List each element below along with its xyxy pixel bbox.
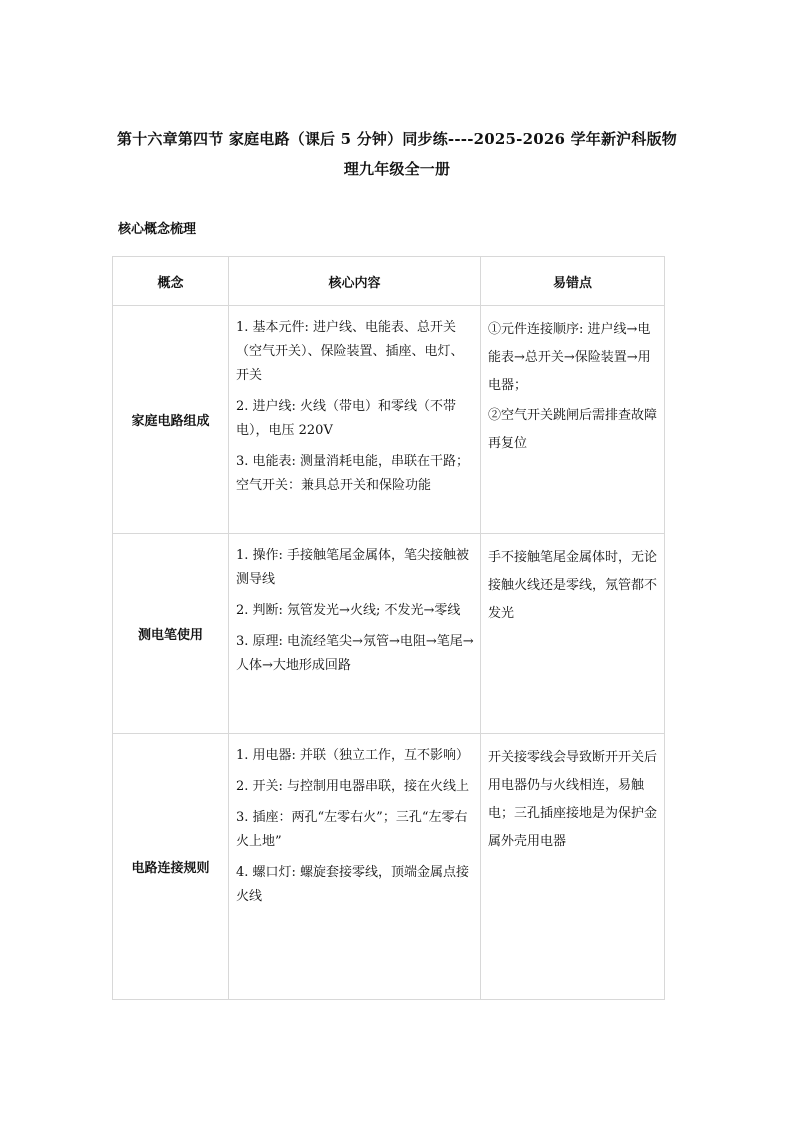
table-row	[113, 306, 665, 534]
concept-cell: 测电笔使用	[113, 534, 229, 734]
header-concept: 概念	[113, 257, 229, 306]
document-title: 第十六章第四节 家庭电路（课后 5 分钟）同步练----2025-2026 学年新沪科版物理九年级全一册	[117, 130, 677, 178]
content-item: 3. 插座：两孔“左零右火”；三孔“左零右火上地”	[236, 810, 468, 849]
concept-cell: 家庭电路组成	[113, 306, 229, 534]
section-heading: 核心概念梳理	[118, 222, 197, 237]
concept-cell: 电路连接规则	[113, 734, 229, 1000]
content-item: 1. 用电器: 并联（独立工作，互不影响）	[236, 748, 470, 763]
pitfall-item: ①元件连接顺序: 进户线→电能表→总开关→保险装置→用电器；	[488, 322, 651, 393]
pitfall-cell	[481, 306, 665, 534]
content-item: 2. 开关: 与控制用电器串联，接在火线上	[236, 779, 470, 794]
pitfall-cell	[481, 534, 665, 734]
pitfall-item: 手不接触笔尾金属体时，无论接触火线还是零线，氖管都不发光	[488, 550, 658, 621]
table-row	[113, 534, 665, 734]
content-cell	[229, 306, 481, 534]
content-item: 1. 基本元件: 进户线、电能表、总开关（空气开关）、保险装置、插座、电灯、开关	[236, 320, 464, 383]
table-row	[113, 734, 665, 1000]
content-cell	[229, 734, 481, 1000]
content-item: 2. 判断: 氖管发光→火线; 不发光→零线	[236, 603, 461, 618]
pitfall-cell	[481, 734, 665, 1000]
concept-table	[112, 256, 665, 1000]
content-item: 4. 螺口灯: 螺旋套接零线，顶端金属点接火线	[236, 865, 470, 904]
pitfall-item: ②空气开关跳闸后需排查故障再复位	[488, 408, 658, 451]
content-item: 1. 操作: 手接触笔尾金属体，笔尖接触被测导线	[236, 548, 470, 587]
pitfall-item: 开关接零线会导致断开开关后用电器仍与火线相连，易触电；三孔插座接地是为保护金属外壳用电器	[488, 750, 658, 849]
table-header-row	[113, 257, 665, 306]
header-pitfalls: 易错点	[481, 257, 665, 306]
content-item: 3. 电能表: 测量消耗电能，串联在干路；空气开关：兼具总开关和保险功能	[236, 454, 470, 493]
content-item: 3. 原理: 电流经笔尖→氖管→电阻→笔尾→人体→大地形成回路	[236, 634, 474, 673]
content-item: 2. 进户线: 火线（带电）和零线（不带电），电压 220V	[236, 399, 457, 438]
header-core-content: 核心内容	[229, 257, 481, 306]
content-cell	[229, 534, 481, 734]
